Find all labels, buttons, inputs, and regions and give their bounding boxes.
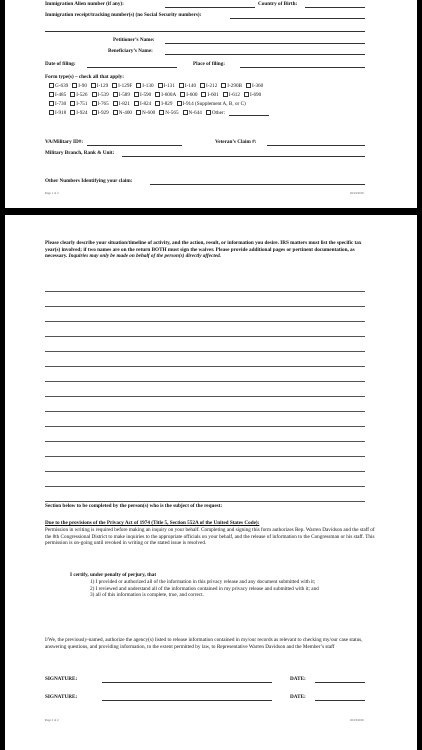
form-type-label: N-644	[188, 110, 202, 116]
veteran-claim-label: Veteran’s Claim #:	[215, 139, 257, 145]
page2-footer-right: 02/23/2016	[350, 718, 364, 722]
beneficiary-label: Beneficiary’s Name:	[108, 48, 153, 54]
checkbox-icon	[180, 92, 185, 97]
form-type-checkbox[interactable]	[49, 110, 66, 116]
va-id-field[interactable]	[87, 145, 182, 146]
form-type-label: I-130	[142, 83, 154, 89]
form-type-label: I-918	[55, 110, 67, 116]
page2-footer-left: Page 2 of 2	[45, 718, 59, 722]
checkbox-icon	[113, 110, 118, 115]
form-type-label: I-90	[78, 83, 87, 89]
form-type-checkbox[interactable]	[201, 92, 218, 98]
form-type-label: I-929	[97, 110, 109, 116]
form-type-checkbox[interactable]	[92, 101, 109, 107]
form-type-checkbox[interactable]	[49, 101, 66, 107]
petitioner-label: Petitioner’s Name:	[113, 37, 155, 43]
veteran-claim-field[interactable]	[267, 145, 365, 146]
checkbox-icon	[92, 101, 97, 106]
form-type-checkbox[interactable]	[136, 110, 155, 116]
form-type-label: I-730	[55, 101, 67, 107]
form-type-label: I-829	[161, 101, 173, 107]
checkbox-icon	[221, 83, 226, 88]
form-type-checkbox[interactable]	[200, 83, 217, 89]
description-line[interactable]	[45, 396, 365, 397]
description-line[interactable]	[45, 351, 365, 352]
form-type-checkbox[interactable]	[183, 110, 202, 116]
date-filing-label: Date of filing:	[45, 61, 76, 67]
checkbox-icon	[155, 92, 160, 97]
date-label-2: DATE:	[290, 694, 306, 700]
form-type-label: I-131	[163, 83, 175, 89]
form-type-checkbox[interactable]	[159, 110, 178, 116]
date-filing-field[interactable]	[87, 67, 177, 68]
instructions-paragraph	[45, 240, 375, 260]
form-type-checkbox[interactable]	[158, 83, 175, 89]
form-type-checkbox[interactable]	[92, 92, 109, 98]
form-type-label: I-600A	[161, 92, 177, 98]
description-line[interactable]	[45, 336, 365, 337]
checkbox-icon	[113, 101, 118, 106]
authorize-text: I/We, the previously-named, authorize the agency(s) listed to release information contained in my/our records as relevant to checking my/our case status, answering questions, and providing information, to the extent permitted by law, to Representative Warren Davidson and the Member’s staff	[45, 637, 363, 650]
form-type-label: I-924	[76, 110, 88, 116]
description-line[interactable]	[45, 366, 365, 367]
description-line[interactable]	[45, 456, 365, 457]
checkbox-icon	[92, 92, 97, 97]
other-form-field[interactable]	[229, 115, 269, 116]
form-type-label: I-526	[76, 92, 88, 98]
form-type-checkbox[interactable]	[206, 110, 225, 116]
checkbox-icon	[49, 110, 54, 115]
place-filing-label: Place of filing:	[193, 61, 225, 67]
form-type-label: I-600	[186, 92, 198, 98]
section-title: Section below to be completed by the person(s) who is the subject of the request:	[45, 503, 223, 509]
checkbox-icon	[183, 110, 188, 115]
form-type-label: I-821	[118, 101, 130, 107]
form-types-label: Form type(s) – check all that apply:	[45, 74, 124, 80]
alien-number-label: Immigration Alien number (if any):	[45, 1, 124, 7]
certify-item: 2) I reviewed and understand all of the information contained in my privacy release and submitted with it; and	[90, 585, 319, 592]
certify-item: 3) all of this information is complete, true, and correct.	[90, 592, 204, 599]
form-type-checkbox[interactable]	[223, 92, 240, 98]
form-type-label: I-360	[252, 83, 264, 89]
instructions-italic: Inquiries may only be made on behalf of the person(s) directly affected.	[68, 253, 221, 260]
checkbox-icon	[70, 110, 75, 115]
checkbox-icon	[201, 92, 206, 97]
date-field-2[interactable]	[315, 700, 365, 701]
form-type-checkbox[interactable]	[179, 83, 196, 89]
form-type-checkbox[interactable]	[113, 101, 130, 107]
form-type-checkbox[interactable]	[49, 92, 66, 98]
form-type-checkbox[interactable]	[155, 92, 176, 98]
military-field[interactable]	[122, 156, 365, 157]
date-label-1: DATE:	[290, 676, 306, 682]
checkbox-icon	[113, 92, 118, 97]
alien-number-field[interactable]	[165, 7, 255, 8]
place-filing-field[interactable]	[240, 67, 365, 68]
instructions-irs: IRS matters must list the specific tax year(s) involved; if two names are on the return BOTH must sign the waiver.	[45, 240, 362, 253]
form-type-row	[49, 110, 269, 116]
receipt-number-field-2[interactable]	[45, 31, 365, 32]
checkbox-icon	[112, 83, 117, 88]
form-type-label: I-539	[97, 92, 109, 98]
checkbox-icon	[70, 92, 75, 97]
description-line[interactable]	[45, 426, 365, 427]
form-type-label: I-589	[118, 92, 130, 98]
form-type-checkbox[interactable]	[246, 83, 263, 89]
checkbox-icon	[49, 92, 54, 97]
checkbox-icon	[206, 110, 211, 115]
form-type-label: I-612	[228, 92, 240, 98]
instructions-text-2: Please provide additional pages or pertinent documentation, as necessary.	[45, 246, 355, 260]
description-line[interactable]	[45, 441, 365, 442]
checkbox-icon	[246, 83, 251, 88]
checkbox-icon	[200, 83, 205, 88]
form-type-checkbox[interactable]	[134, 101, 151, 107]
checkbox-icon	[136, 83, 141, 88]
form-type-checkbox[interactable]	[136, 83, 153, 89]
form-type-checkbox[interactable]	[244, 92, 261, 98]
description-line[interactable]	[45, 411, 365, 412]
form-type-checkbox[interactable]	[72, 83, 87, 89]
form-type-label: I-485	[55, 92, 67, 98]
description-line[interactable]	[45, 486, 365, 487]
description-line[interactable]	[45, 381, 365, 382]
checkbox-icon	[49, 83, 54, 88]
beneficiary-field[interactable]	[165, 54, 365, 55]
checkbox-icon	[158, 83, 163, 88]
description-line[interactable]	[45, 471, 365, 472]
receipt-number-field[interactable]	[230, 18, 365, 19]
checkbox-icon	[155, 101, 160, 106]
other-numbers-label: Other Numbers Identifying your claim:	[45, 178, 133, 184]
checkbox-icon	[159, 110, 164, 115]
form-type-label: Other:	[211, 110, 226, 116]
form-type-label: I-914 (Supplement A, B, or C)	[182, 101, 246, 107]
form-type-checkbox[interactable]	[92, 110, 109, 116]
certify-heading: I certify, under penalty of perjury, that	[70, 572, 157, 578]
petitioner-field[interactable]	[165, 43, 365, 44]
form-type-checkbox[interactable]	[134, 92, 151, 98]
date-field-1[interactable]	[315, 682, 365, 683]
form-type-label: I-590	[140, 92, 152, 98]
form-type-checkbox[interactable]	[70, 110, 87, 116]
page1-footer-left: Page 1 of 2	[45, 191, 59, 195]
form-type-label: N-600	[142, 110, 156, 116]
military-label: Military Branch, Rank & Unit:	[45, 150, 115, 156]
checkbox-icon	[223, 92, 228, 97]
form-type-checkbox[interactable]	[112, 83, 132, 89]
form-type-checkbox[interactable]	[155, 101, 172, 107]
checkbox-icon	[179, 83, 184, 88]
checkbox-icon	[92, 110, 97, 115]
instructions-text-1: Please clearly describe your situation/timeline of activity, and the action, result, or information you desire.	[45, 240, 279, 246]
checkbox-icon	[49, 101, 54, 106]
checkbox-icon	[136, 110, 141, 115]
other-numbers-field[interactable]	[150, 184, 365, 185]
form-type-label: I-824	[140, 101, 152, 107]
form-type-label: I-129	[96, 83, 109, 89]
form-type-row	[49, 83, 267, 89]
certify-list	[90, 579, 340, 599]
form-type-checkbox[interactable]	[70, 101, 87, 107]
form-type-checkbox[interactable]	[113, 110, 132, 116]
country-birth-field[interactable]	[305, 7, 365, 8]
form-type-checkbox[interactable]	[49, 83, 68, 89]
form-type-label: I-690	[249, 92, 262, 98]
form-type-label: I-290B	[227, 83, 242, 89]
description-line[interactable]	[45, 291, 365, 292]
form-type-checkbox[interactable]	[113, 92, 130, 98]
form-type-label: N-565	[165, 110, 179, 116]
form-type-checkbox[interactable]	[70, 92, 87, 98]
form-type-label: G-639	[55, 83, 69, 89]
document-page-2	[5, 215, 417, 750]
description-line[interactable]	[45, 306, 365, 307]
description-line[interactable]	[45, 321, 365, 322]
form-type-row	[49, 101, 250, 107]
signature-field-2[interactable]	[102, 700, 272, 701]
privacy-text: Permission in writing is required before making an inquiry on your behalf. Completing and signing this form authorizes Rep. Warren Davidson and the staff of the 8th Congressional District to make inquiries to the appropriate officials on your behalf, and the release of information to the Congressman or his staff. This permission is on-going until revoked in writing or the stated issue is resolved.	[45, 527, 375, 547]
certify-item: 1) I provided or authorized all of the information in this privacy release and any document submitted with it;	[90, 579, 316, 585]
form-type-checkbox[interactable]	[91, 83, 108, 89]
form-type-label: I-765	[97, 101, 109, 107]
country-birth-label: Country of Birth:	[258, 1, 298, 7]
form-type-label: I-140	[184, 83, 197, 89]
signature-label-1: SIGNATURE:	[45, 676, 78, 682]
checkbox-icon	[70, 101, 75, 106]
form-type-label: I-129F	[118, 83, 133, 89]
checkbox-icon	[91, 83, 96, 88]
form-type-label: N-400	[118, 110, 133, 116]
form-type-checkbox[interactable]	[177, 101, 246, 107]
form-type-row	[49, 92, 265, 98]
form-type-label: I-751	[76, 101, 88, 107]
signature-field-1[interactable]	[102, 682, 272, 683]
va-id-label: VA/Military ID#:	[45, 139, 84, 145]
privacy-heading: Due to the provisions of the Privacy Act of 1974 (Title 5, Section 552A of the United States Code):	[45, 520, 260, 526]
receipt-number-label: Immigration receipt/tracking number(s) (no Social Security numbers):	[45, 12, 202, 18]
form-type-label: I-601	[207, 92, 219, 98]
form-type-label: I-212	[206, 83, 218, 89]
page1-footer-right: 02/23/2016	[350, 191, 364, 195]
form-type-checkbox[interactable]	[180, 92, 197, 98]
checkbox-icon	[134, 92, 139, 97]
checkbox-icon	[134, 101, 139, 106]
form-type-checkbox[interactable]	[221, 83, 242, 89]
checkbox-icon	[177, 101, 182, 106]
document-page-1	[5, 0, 417, 208]
description-line[interactable]	[45, 501, 365, 502]
signature-label-2: SIGNATURE:	[45, 694, 78, 700]
checkbox-icon	[244, 92, 249, 97]
checkbox-icon	[72, 83, 77, 88]
